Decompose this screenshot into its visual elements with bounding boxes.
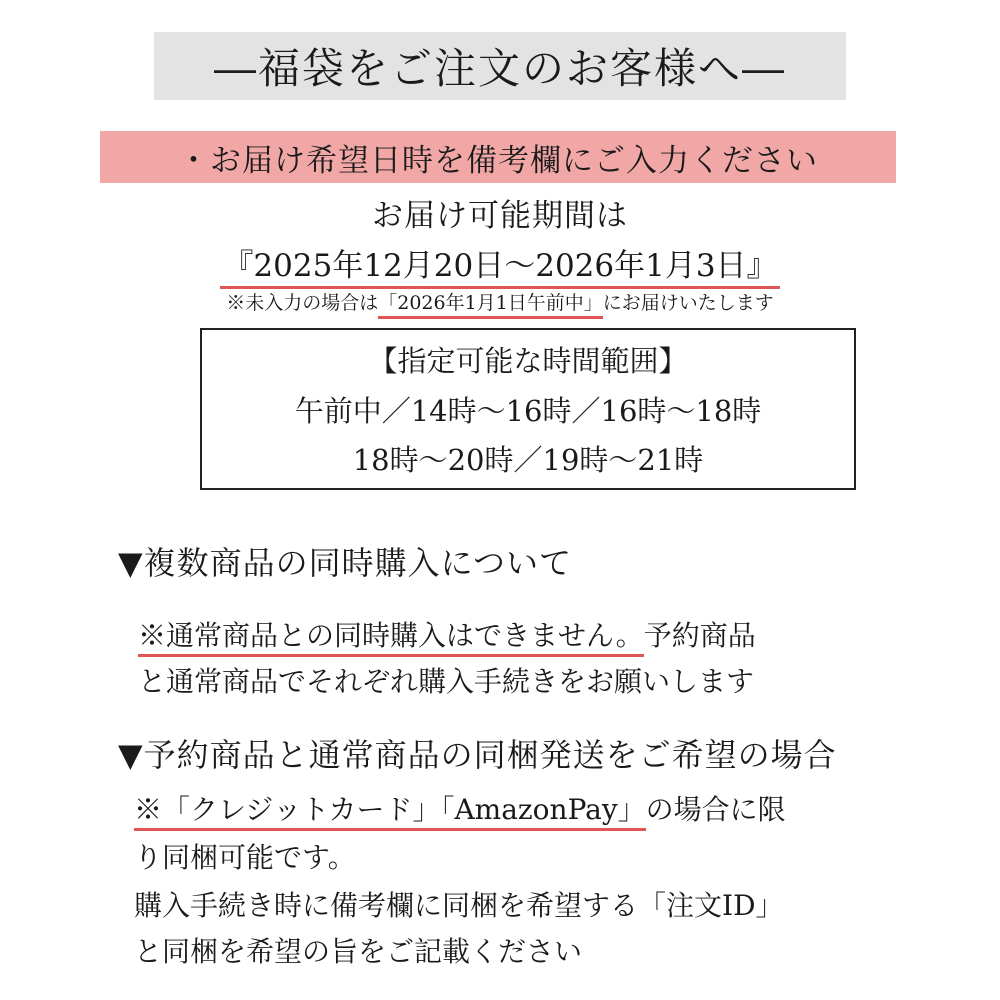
bundle-shipping-line-1 xyxy=(134,788,786,828)
multi-purchase-line-1 xyxy=(138,614,756,654)
bundle-shipping-line-3: 購入手続き時に備考欄に同梱を希望する「注文ID」 xyxy=(134,889,784,922)
multi-purchase-heading: ▼複数商品の同時購入について xyxy=(118,544,572,582)
time-slot-box xyxy=(200,328,856,490)
multi-purchase-warning: ※通常商品との同時購入はできません。 xyxy=(138,619,644,657)
multi-purchase-line-1-rest: 予約商品 xyxy=(643,619,756,652)
delivery-period-range: 『2025年12月20日～2026年1月3日』 xyxy=(220,248,779,289)
multi-purchase-line-2: と通常商品でそれぞれ購入手続きをお願いします xyxy=(138,665,755,698)
bundle-shipping-line-1-rest: の場合に限 xyxy=(645,793,786,826)
bundle-shipping-heading: ▼予約商品と通常商品の同梱発送をご希望の場合 xyxy=(118,736,837,774)
notice-banner xyxy=(100,131,896,183)
page-title-banner xyxy=(154,32,846,100)
delivery-period-label: お届け可能期間は xyxy=(372,198,628,234)
delivery-period-range-line xyxy=(0,240,1000,285)
notice-text: ・お届け希望日時を備考欄にご入力ください xyxy=(178,142,818,179)
default-delivery-date: 「2026年1月1日午前中」 xyxy=(378,292,603,319)
default-note-suffix: にお届けいたします xyxy=(602,292,774,314)
default-note-prefix: ※未入力の場合は xyxy=(226,292,379,314)
bundle-shipping-line-4: と同梱を希望の旨をご記載ください xyxy=(134,935,583,968)
page-title: ―福袋をご注文のお客様へ― xyxy=(213,44,786,93)
time-slot-line-2: 18時～20時／19時～21時 xyxy=(352,443,704,478)
bundle-payment-methods: ※「クレジットカード」「AmazonPay」 xyxy=(134,793,646,831)
time-slot-heading: 【指定可能な時間範囲】 xyxy=(368,343,688,378)
bundle-shipping-line-2: り同梱可能です。 xyxy=(134,841,356,874)
default-delivery-note xyxy=(0,288,1000,315)
time-slot-line-1: 午前中／14時～16時／16時～18時 xyxy=(294,393,762,428)
